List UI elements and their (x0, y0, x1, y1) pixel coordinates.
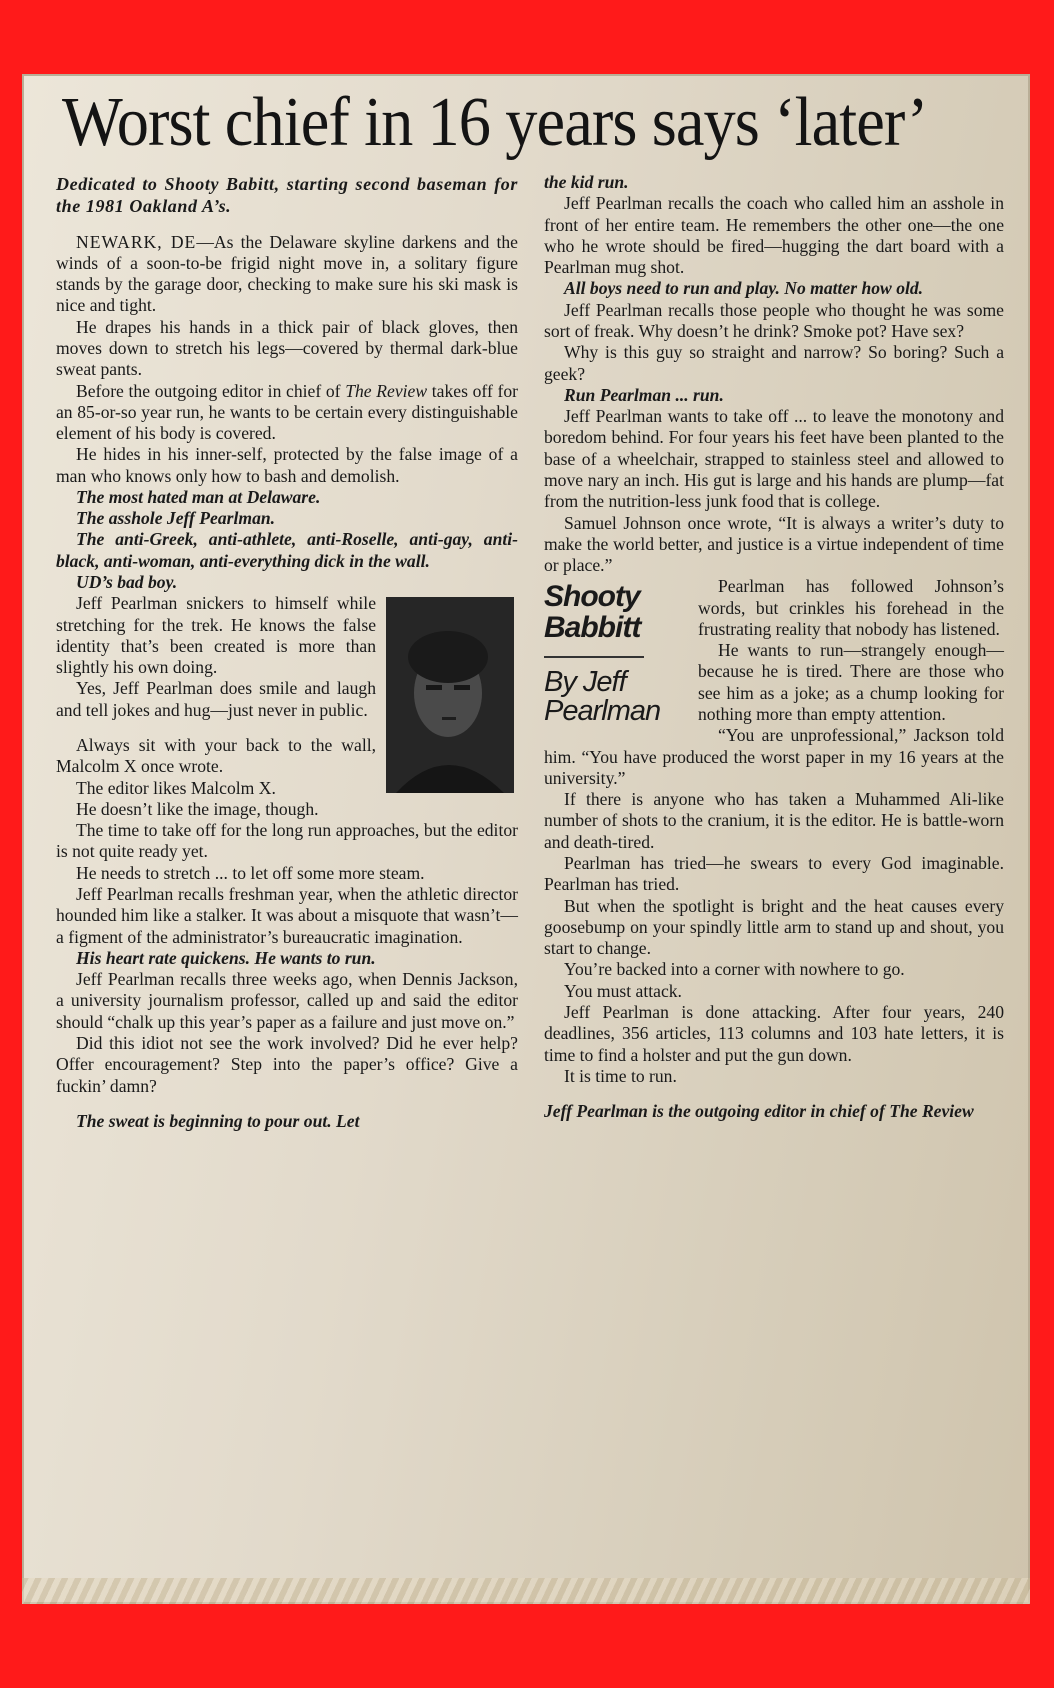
paragraph: Run Pearlman ... run. (564, 384, 724, 405)
paragraph: He wants to run—strangely enough—because he is tired. There are those who see him as a joke; as a chump looking for nothing more than empty attention. (698, 640, 1004, 725)
paragraph: the kid run. (544, 172, 629, 192)
dedication: Dedicated to Shooty Babitt, starting second baseman for the 1981 Oakland A’s. (56, 174, 518, 216)
paragraph: You must attack. (564, 980, 682, 1001)
paragraph: Why is this guy so straight and narrow? So boring? Such a geek? (544, 342, 1004, 384)
paragraph: Always sit with your back to the wall, Malcolm X once wrote. (56, 735, 376, 777)
paragraph: He needs to stretch ... to let off some more steam. (76, 862, 425, 883)
newspaper-clipping (22, 74, 1030, 1604)
paragraph: Jeff Pearlman snickers to himself while stretching for the trek. He knows the false identity that’s been created is more than slightly his own doing. (56, 593, 376, 678)
paragraph: Pearlman has tried—he swears to every God imaginable. Pearlman has tried. (544, 853, 1004, 895)
paragraph: He doesn’t like the image, though. (76, 798, 319, 819)
paragraph: His heart rate quickens. He wants to run. (76, 947, 376, 968)
paragraph: He hides in his inner-self, protected by the false image of a man who knows only how to bash and demolish. (56, 444, 518, 486)
paragraph: The editor likes Malcolm X. (76, 777, 276, 798)
paragraph: Before the outgoing editor in chief of The Review takes off for an 85-or-so year run, he wants to be certain every distinguishable element of his body is covered. (56, 380, 518, 444)
paragraph: Did this idiot not see the work involved? Did he ever help? Offer encouragement? Step into the paper’s office? Give a fuckin’ damn? (56, 1032, 518, 1096)
paragraph: But when the spotlight is bright and the heat causes every goosebump on your spindly little arm to stand up and shout, you start to change. (544, 895, 1004, 959)
paragraph: If there is anyone who has taken a Muhammed Ali-like number of shots to the cranium, it is the editor. He is battle-worn and death-tired. (544, 789, 1004, 852)
dateline: NEWARK, DE (76, 231, 197, 252)
paragraph: UD’s bad boy. (76, 572, 178, 593)
paragraph: The most hated man at Delaware. (76, 486, 321, 507)
paragraph: The anti-Greek, anti-athlete, anti-Roselle, anti-gay, anti-black, anti-woman, anti-everything dick in the wall. (56, 529, 518, 571)
paragraph: The asshole Jeff Pearlman. (76, 508, 276, 529)
divider (544, 656, 644, 658)
column-title: Shooty Babbitt (544, 580, 641, 644)
paragraph: Pearlman has followed Johnson’s words, but crinkles his forehead in the frustrating reality that nobody has listened. (698, 576, 1004, 639)
right-column (544, 172, 1004, 1122)
paragraph: Yes, Jeff Pearlman does smile and laugh and tell jokes and hug—just never in public. (56, 678, 376, 720)
publication-name: The Review (345, 380, 428, 401)
author-photo (386, 597, 514, 793)
author-tagline: Jeff Pearlman is the outgoing editor in chief of The Review (544, 1101, 974, 1122)
paragraph: All boys need to run and play. No matter how old. (564, 278, 924, 299)
paragraph: You’re backed into a corner with nowhere to go. (564, 959, 905, 980)
lead-paragraph: NEWARK, DE—As the Delaware skyline darkens and the winds of a soon-to-be frigid night move in, a solitary figure stands by the garage door, checking to make sure his ski mask is nice and tight. (56, 231, 518, 316)
paragraph: Jeff Pearlman recalls the coach who called him an asshole in front of her entire team. He remembers the other one—the one who he wrote should be fired—hugging the dart board with a Pearlman mug shot. (544, 193, 1004, 278)
paragraph: It is time to run. (564, 1065, 677, 1086)
paragraph: Jeff Pearlman recalls freshman year, when the athletic director hounded him like a stalker. It was about a misquote that wasn’t—a figment of the administrator’s bureaucratic imagination. (56, 883, 518, 947)
left-column (56, 174, 518, 1132)
paper-edge (22, 1578, 1030, 1604)
paragraph: He drapes his hands in a thick pair of black gloves, then moves down to stretch his legs—covered by thermal dark-blue sweat pants. (56, 316, 518, 380)
portrait-image (386, 597, 514, 793)
paragraph: The time to take off for the long run approaches, but the editor is not quite ready yet. (56, 820, 518, 862)
paragraph: Jeff Pearlman is done attacking. After four years, 240 deadlines, 356 articles, 113 columns and 103 hate letters, it is time to find a holster and put the gun down. (544, 1001, 1004, 1065)
paragraph: Samuel Johnson once wrote, “It is always a writer’s duty to make the world better, and justice is a virtue independent of time or place.” (544, 512, 1004, 576)
byline: By Jeff Pearlman (544, 665, 661, 728)
paragraph: The sweat is beginning to pour out. Let (76, 1110, 360, 1131)
headline: Worst chief in 16 years says ‘later’ (62, 84, 928, 161)
column-byline-box (544, 582, 684, 726)
paragraph: Jeff Pearlman recalls three weeks ago, when Dennis Jackson, a university journalism professor, called up and said the editor should “chalk up this year’s paper as a failure and just move on.” (56, 969, 518, 1032)
paragraph: Jeff Pearlman wants to take off ... to leave the monotony and boredom behind. For four years his feet have been planted to the base of a wheelchair, strapped to stainless steel and allowed to move nary an inch. His gut is large and his hands are plump—fat from the nutrition-less junk food that is college. (544, 406, 1004, 512)
paragraph: “You are unprofessional,” Jackson told him. “You have produced the worst paper in my 16 years at the university.” (544, 725, 1004, 788)
paragraph: Jeff Pearlman recalls those people who thought he was some sort of freak. Why doesn’t he drink? Smoke pot? Have sex? (544, 299, 1004, 341)
